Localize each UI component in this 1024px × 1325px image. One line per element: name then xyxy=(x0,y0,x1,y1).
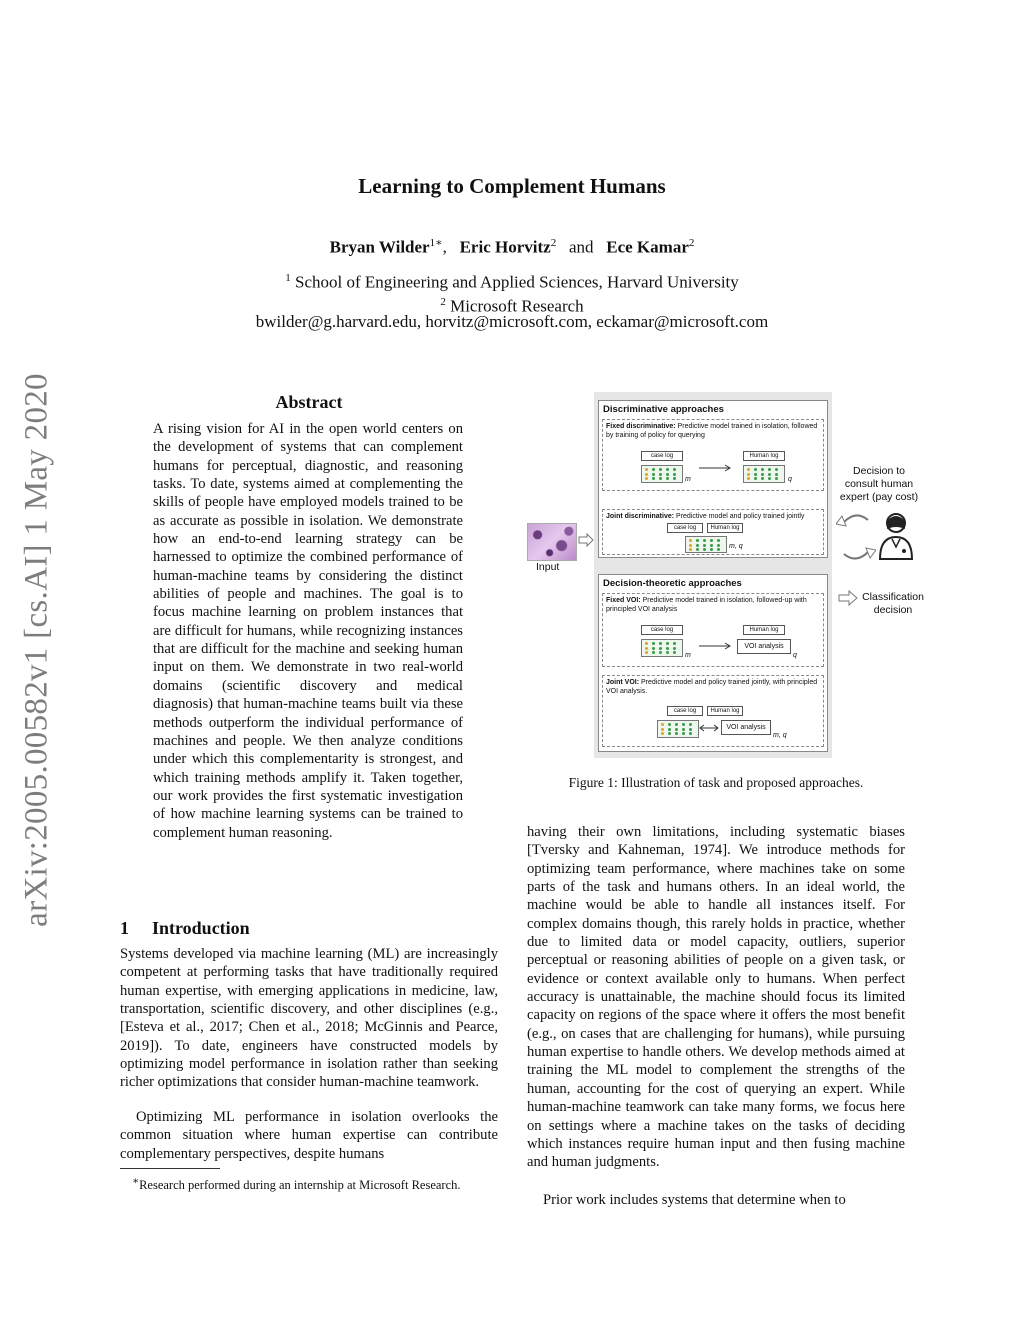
doctor-icon xyxy=(876,511,916,561)
grid-dot xyxy=(747,473,750,476)
mq-label: m, q xyxy=(773,732,787,739)
grid-dot xyxy=(710,548,713,551)
case-log-grid xyxy=(641,465,683,483)
joint-discriminative-desc: Predictive model and policy trained jointly xyxy=(676,513,805,520)
author-name: Ece Kamar xyxy=(606,237,689,257)
author-name: Bryan Wilder xyxy=(329,237,430,257)
intro-paragraph-1: Systems developed via machine learning (ML) are increasingly competent at performing tasks that have traditionally required human expertise, with emerging applications in medicine, law, transportation, scientific discovery, and other disciplines (e.g., [Esteva et al., 2017; Chen et al., 2018; McGinnis and Pearce, 2019]). To date, engineers have constructed models by optimizing model performance in isolation rather than seeking richer optimizations that consider human-machine teamwork. xyxy=(120,946,498,1091)
fixed-voi-desc: Predictive model trained in isolation, followed-up with principled VOI analysis xyxy=(606,597,807,613)
grid-dot xyxy=(689,732,692,735)
grid-dot xyxy=(659,642,662,645)
intro-paragraph-2: Optimizing ML performance in isolation overlooks the common situation where human expertise can contribute complementary perspectives, despite humans xyxy=(120,1109,498,1162)
decision-theoretic-panel xyxy=(598,574,828,752)
author-separator: , xyxy=(442,237,447,257)
grid-dot xyxy=(645,477,648,480)
case-log-grid xyxy=(641,639,683,657)
grid-dot xyxy=(682,723,685,726)
case-log-box: case log xyxy=(641,625,683,635)
author-emails: bwilder@g.harvard.edu, horvitz@microsoft.com, eckamar@microsoft.com xyxy=(255,312,769,331)
voi-analysis-box: VOI analysis xyxy=(721,720,771,735)
joint-grid xyxy=(685,536,727,553)
grid-dot xyxy=(652,651,655,654)
grid-dot xyxy=(668,728,671,731)
paper-title: Learning to Complement Humans xyxy=(358,174,666,198)
human-log-box: Human log xyxy=(743,451,785,461)
grid-dot xyxy=(659,647,662,650)
q-label: q xyxy=(788,476,792,483)
affiliation-text: Microsoft Research xyxy=(450,296,584,316)
affiliation xyxy=(0,267,1024,294)
grid-dot xyxy=(673,473,676,476)
grid-dot xyxy=(761,473,764,476)
grid-dot xyxy=(775,473,778,476)
discriminative-panel xyxy=(598,400,828,558)
footnote-mark: ∗ xyxy=(132,1176,140,1187)
grid-dot xyxy=(703,544,706,547)
affiliation-sup: 2 xyxy=(440,296,446,308)
grid-dot xyxy=(673,647,676,650)
grid-dot xyxy=(645,468,648,471)
grid-dot xyxy=(661,728,664,731)
grid-dot xyxy=(659,468,662,471)
grid-dot xyxy=(668,732,671,735)
grid-dot xyxy=(754,473,757,476)
fixed-voi-box xyxy=(602,593,824,667)
grid-dot xyxy=(768,477,771,480)
grid-dot xyxy=(689,548,692,551)
grid-dot xyxy=(645,647,648,650)
human-log-grid xyxy=(743,465,785,483)
intro-paragraph-4: Prior work includes systems that determine when to xyxy=(543,1192,846,1208)
consult-decision-label: Decision to consult human expert (pay cost) xyxy=(839,465,919,503)
grid-dot xyxy=(689,723,692,726)
affiliation-sup: 1 xyxy=(285,272,291,284)
grid-dot xyxy=(775,477,778,480)
arrow-right-icon xyxy=(838,590,858,606)
grid-dot xyxy=(652,477,655,480)
case-log-box: case log xyxy=(667,523,703,533)
grid-dot xyxy=(696,544,699,547)
grid-dot xyxy=(645,473,648,476)
grid-dot xyxy=(673,651,676,654)
figure-caption: Figure 1: Illustration of task and proposed approaches. xyxy=(568,775,864,790)
grid-dot xyxy=(666,468,669,471)
fixed-discriminative-title: Fixed discriminative: xyxy=(606,423,676,430)
grid-dot xyxy=(661,723,664,726)
joint-discriminative-title: Joint discriminative: xyxy=(606,513,675,520)
input-image xyxy=(527,523,577,561)
m-label: m xyxy=(685,476,691,483)
joint-voi-title: Joint VOI: xyxy=(606,679,640,686)
author-sup: 2 xyxy=(688,237,695,249)
classification-decision-label: Classification decision xyxy=(862,591,924,616)
grid-dot xyxy=(747,477,750,480)
grid-dot xyxy=(761,477,764,480)
author-list xyxy=(0,236,1024,258)
grid-dot xyxy=(675,728,678,731)
grid-dot xyxy=(675,723,678,726)
arxiv-sidebar xyxy=(12,360,62,940)
footnote-text: Research performed during an internship at Microsoft Research. xyxy=(139,1178,461,1193)
arrow-both-icon xyxy=(699,724,719,732)
discriminative-title: Discriminative approaches xyxy=(603,404,724,415)
joint-discriminative-box xyxy=(602,509,824,555)
decision-theoretic-title: Decision-theoretic approaches xyxy=(603,578,742,589)
grid-dot xyxy=(689,728,692,731)
grid-dot xyxy=(652,642,655,645)
grid-dot xyxy=(703,548,706,551)
section-number: 1 xyxy=(120,918,129,938)
grid-dot xyxy=(761,468,764,471)
grid-dot xyxy=(768,468,771,471)
arxiv-id: arXiv:2005.00582v1 [cs.AI] 1 May 2020 xyxy=(18,373,55,927)
grid-dot xyxy=(689,544,692,547)
author-and: and xyxy=(568,237,594,257)
intro-paragraph-3: having their own limitations, including systematic biases [Tversky and Kahneman, 1974]. We introduce methods for optimizing team performance, where machines take on some parts of the task and humans others. In an ideal world, the machine would be able to handle all instances itself. For complex domains though, this rarely holds in practice, whether due to limited data or model capacity, outliers, superior perceptual or reasoning abilities of people on a given task, or evidence or context available only to humans. When perfect accuracy is unattainable, the machine should focus its limited capacity on regions of the space where it offers the most benefit (e.g., on cases that are challenging for humans), while pursuing human expertise to handle others. We develop methods aimed at training the ML model to complement the strengths of the human, accounting for the cost of querying an expert. While human-machine teamwork can take many forms, we focus here on settings where a machine takes on the tasks of deciding which instances require human input and then fusing machine and human judgments. xyxy=(527,824,905,1171)
grid-dot xyxy=(673,642,676,645)
joint-grid xyxy=(657,720,699,738)
human-log-box: Human log xyxy=(707,706,743,716)
abstract-heading: Abstract xyxy=(275,392,343,412)
cycle-arrows-icon xyxy=(836,508,876,566)
grid-dot xyxy=(652,647,655,650)
fixed-discriminative-box xyxy=(602,419,824,491)
grid-dot xyxy=(645,651,648,654)
fixed-discriminative-desc: Predictive model trained in isolation, followed by training of policy for querying xyxy=(606,423,818,439)
grid-dot xyxy=(710,544,713,547)
footnote-rule xyxy=(120,1168,220,1169)
grid-dot xyxy=(696,539,699,542)
grid-dot xyxy=(689,539,692,542)
grid-dot xyxy=(768,473,771,476)
grid-dot xyxy=(666,473,669,476)
grid-dot xyxy=(754,468,757,471)
grid-dot xyxy=(659,477,662,480)
grid-dot xyxy=(717,539,720,542)
grid-dot xyxy=(696,548,699,551)
q-label: q xyxy=(793,652,797,659)
joint-voi-desc: Predictive model and policy trained jointly, with principled VOI analysis. xyxy=(606,679,818,695)
human-log-box: Human log xyxy=(707,523,743,533)
fixed-voi-title: Fixed VOI: xyxy=(606,597,641,604)
grid-dot xyxy=(747,468,750,471)
case-log-box: case log xyxy=(641,451,683,461)
grid-dot xyxy=(710,539,713,542)
grid-dot xyxy=(666,642,669,645)
grid-dot xyxy=(666,651,669,654)
author-sup: 1∗ xyxy=(429,237,443,249)
grid-dot xyxy=(673,468,676,471)
grid-dot xyxy=(717,544,720,547)
grid-dot xyxy=(682,732,685,735)
affiliation-text: School of Engineering and Applied Sciences, Harvard University xyxy=(294,272,739,292)
mq-label: m, q xyxy=(729,543,743,550)
grid-dot xyxy=(659,473,662,476)
grid-dot xyxy=(668,723,671,726)
grid-dot xyxy=(666,477,669,480)
input-label: Input xyxy=(536,561,560,573)
abstract-text: A rising vision for AI in the open world centers on the development of systems that can complement humans for perceptual, diagnostic, and reasoning tasks. To date, systems aimed at complementing the skills of people have employed models trained to be as accurate as possible in isolation. We demonstrate how an end-to-end learning strategy can be harnessed to optimize the combined performance of human-machine teams by considering the distinct abilities of people and machines. The goal is to focus machine learning on problem instances that are difficult for humans, while recognizing instances that are difficult for the machine and seeking human input on them. We demonstrate in two real-world domains (scientific discovery and medical diagnosis) that human-machine teams built via these methods outperform the individual performance of machines and people. We then analyze conditions under which this complementarity is strongest, and which training methods amplify it. Taken together, our work provides the first systematic investigation of how machine learning systems can be trained to complement human reasoning. xyxy=(153,421,463,841)
footnote xyxy=(120,1174,498,1193)
arrow-right-icon xyxy=(699,464,733,472)
figure-1 xyxy=(594,392,832,758)
case-log-box: case log xyxy=(667,706,703,716)
joint-voi-box xyxy=(602,675,824,747)
arrow-right-icon xyxy=(578,533,594,547)
m-label: m xyxy=(685,652,691,659)
grid-dot xyxy=(645,642,648,645)
section-title: Introduction xyxy=(152,918,250,938)
human-log-box: Human log xyxy=(743,625,785,635)
grid-dot xyxy=(754,477,757,480)
author-sup: 2 xyxy=(550,237,557,249)
grid-dot xyxy=(675,732,678,735)
voi-analysis-box: VOI analysis xyxy=(737,639,791,654)
grid-dot xyxy=(666,647,669,650)
grid-dot xyxy=(659,651,662,654)
grid-dot xyxy=(652,468,655,471)
grid-dot xyxy=(703,539,706,542)
grid-dot xyxy=(717,548,720,551)
author-name: Eric Horvitz xyxy=(459,237,551,257)
grid-dot xyxy=(673,477,676,480)
arrow-right-icon xyxy=(699,642,733,650)
section-heading xyxy=(120,918,250,939)
grid-dot xyxy=(661,732,664,735)
grid-dot xyxy=(775,468,778,471)
grid-dot xyxy=(682,728,685,731)
grid-dot xyxy=(652,473,655,476)
